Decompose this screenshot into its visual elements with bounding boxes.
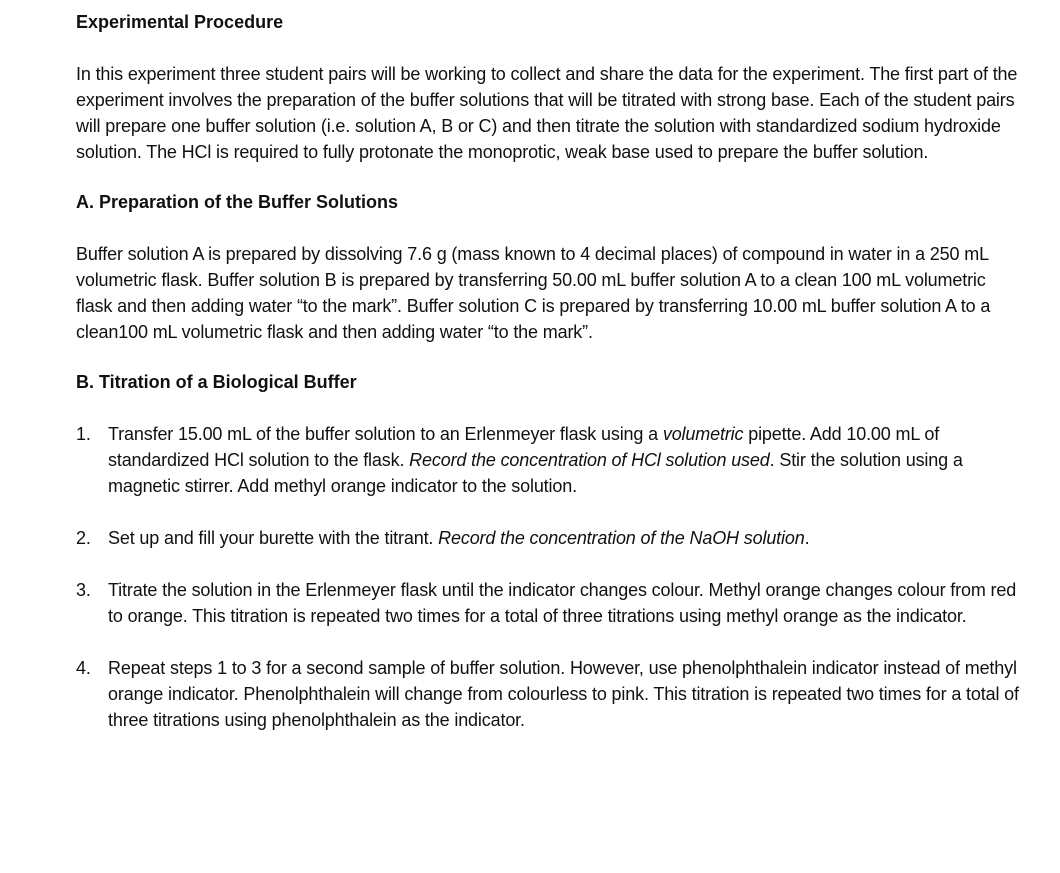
step-text: . [804,528,810,548]
step-text: pipette. Add 10.00 mL of standardized HCl solution to the flask. [108,424,940,470]
spacer [76,215,1020,241]
step-emphasis: Record the concentration of HCl solution used [409,450,770,470]
titration-steps-list [76,421,1020,733]
step-text: Repeat steps 1 to 3 for a second sample of buffer solution. However, use phenolphthalein indicator instead of methyl orange indicator. Phenolphthalein will change from colourless to pink. This titration is repeated two times for a total of three titrations using phenolphthalein as the indicator. [108,658,1019,730]
intro-paragraph: In this experiment three student pairs will be working to collect and share the data for the experiment. The first part of the experiment involves the preparation of the buffer solutions that will be titrated with strong base. Each of the student pairs will prepare one buffer solution (i.e. solution A, B or C) and then titrate the solution with standardized sodium hydroxide solution. The HCl is required to fully protonate the monoprotic, weak base used to prepare the buffer solution. [76,64,1018,162]
step-text: Transfer 15.00 mL of the buffer solution to an Erlenmeyer flask using a [108,424,663,444]
step-number: 4. [76,658,91,678]
step-number: 3. [76,580,91,600]
list-item-step-2 [76,525,1020,551]
list-item-step-3 [76,577,1020,629]
step-emphasis: Record the concentration of the NaOH solution [438,528,805,548]
step-number: 1. [76,424,91,444]
spacer [76,395,1020,421]
spacer [76,35,1020,61]
list-item-step-4 [76,655,1020,733]
step-text: Titrate the solution in the Erlenmeyer flask until the indicator changes colour. Methyl orange changes colour from red to orange. This titration is repeated two times for a total of three titrations using methyl orange as the indicator. [108,580,1017,626]
section-a-heading: A. Preparation of the Buffer Solutions [76,192,399,212]
section-b-heading: B. Titration of a Biological Buffer [76,372,357,392]
page-title: Experimental Procedure [76,12,284,32]
list-item-step-1 [76,421,1020,499]
step-number: 2. [76,528,91,548]
step-text: Set up and fill your burette with the titrant. [108,528,439,548]
section-a-paragraph: Buffer solution A is prepared by dissolving 7.6 g (mass known to 4 decimal places) of compound in water in a 250 mL volumetric flask. Buffer solution B is prepared by transferring 50.00 mL buffer solution A to a clean 100 mL volumetric flask and then adding water “to the mark”. Buffer solution C is prepared by transferring 10.00 mL buffer solution A to a clean100 mL volumetric flask and then adding water “to the mark”. [76,244,991,342]
step-emphasis: volumetric [662,424,744,444]
spacer [76,345,1020,369]
spacer [76,165,1020,189]
step-text: . Stir the solution using a magnetic stirrer. Add methyl orange indicator to the solution. [108,450,963,496]
